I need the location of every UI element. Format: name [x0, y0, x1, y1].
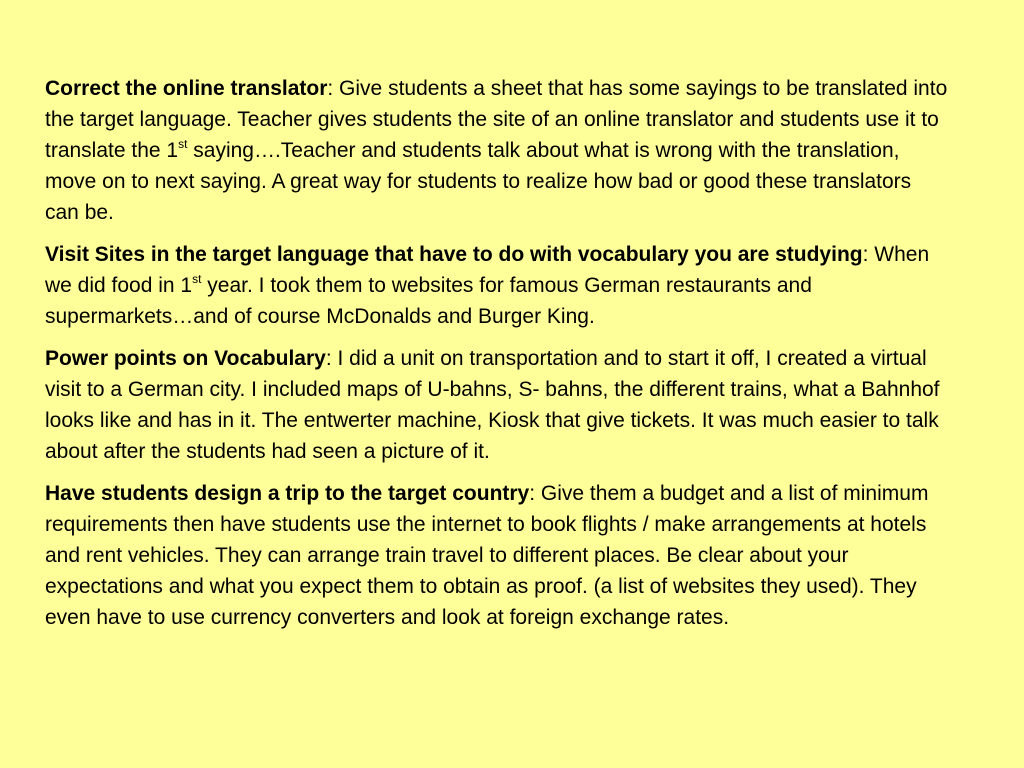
paragraph-text: : Give them a budget and a list of minimum requirements then have students use the internet to book flights / make arrangements at hotels and rent vehicles. They can arrange train travel to different places. Be clear about your expectations and what you expect them to obtain as proof. (a list of websites they used). They even have to use currency converters and look at foreign exchange rates.	[45, 482, 929, 629]
paragraph-text: saying….Teacher and students talk about what is wrong with the translation, move on to next saying. A great way for students to realize how bad or good these translators can be.	[45, 139, 912, 224]
paragraph-heading: Power points on Vocabulary	[45, 347, 326, 370]
paragraph-design-trip	[45, 478, 950, 633]
paragraph-power-points	[45, 343, 950, 467]
slide-content	[45, 73, 950, 644]
ordinal-suffix: st	[192, 272, 202, 286]
paragraph-text: year. I took them to websites for famous German restaurants and supermarkets…and of course McDonalds and Burger King.	[45, 274, 812, 328]
paragraph-visit-sites	[45, 239, 950, 332]
paragraph-online-translator	[45, 73, 950, 228]
paragraph-text: : When we did food in 1	[45, 243, 930, 297]
paragraph-text: : I did a unit on transportation and to start it off, I created a virtual visit to a German city. I included maps of U-bahns, S- bahns, the different trains, what a Bahnhof looks like and has in it. The entwerter machine, Kiosk that give tickets. It was much easier to talk about after the students had seen a picture of it.	[45, 347, 940, 463]
ordinal-suffix: st	[178, 137, 188, 151]
paragraph-heading: Have students design a trip to the target country	[45, 482, 530, 505]
paragraph-heading: Visit Sites in the target language that have to do with vocabulary you are studying	[45, 243, 863, 266]
paragraph-heading: Correct the online translator	[45, 77, 328, 100]
paragraph-text: : Give students a sheet that has some sayings to be translated into the target language. Teacher gives students the site of an online translator and students use it to translate the 1	[45, 77, 948, 162]
